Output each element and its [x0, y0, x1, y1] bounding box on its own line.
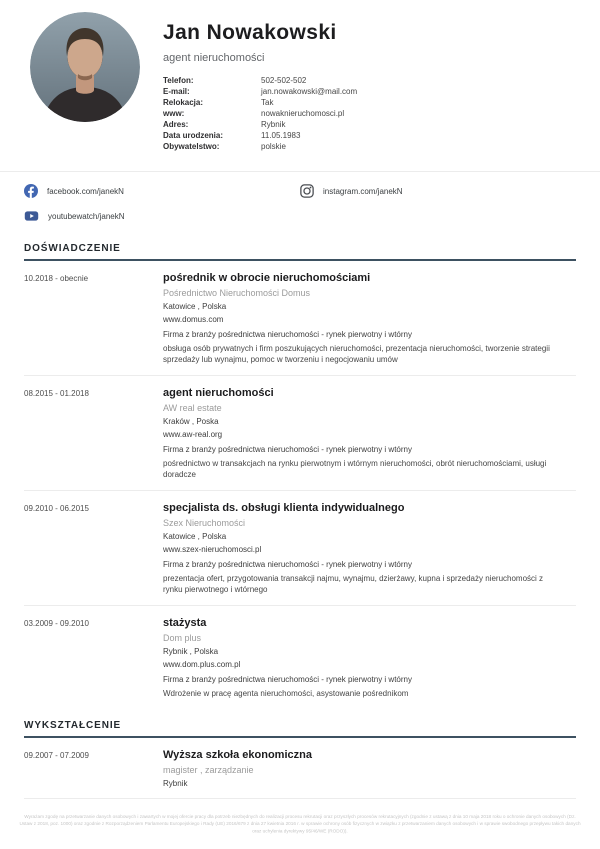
entry-title: pośrednik w obrocie nieruchomościami	[163, 272, 371, 284]
entry-company: Pośrednictwo Nieruchomości Domus	[163, 288, 311, 298]
experience-entry	[24, 376, 576, 491]
education-entry	[24, 738, 576, 799]
entry-body	[163, 617, 576, 700]
contact-label: Data urodzenia:	[163, 131, 224, 140]
entry-company: Dom plus	[163, 633, 202, 643]
entry-location: Katowice , Polska	[163, 532, 227, 541]
contact-label: E-mail:	[163, 87, 190, 96]
entry-description: pośrednictwo w transakcjach na rynku pierwotnym i wtórnym nieruchomości, obrót nieruchomościami, usługi doradcze	[163, 459, 547, 479]
profile-photo	[30, 12, 140, 122]
portrait-image	[30, 12, 140, 122]
rodo-consent-clause: Wyrażam zgodę na przetwarzanie danych osobowych i zawartych w mojej ofercie pracy dla potrzeb niezbędnych do realizacji procesu rekrutacji oraz przyszłych procesów rekrutacyjnych (zgodnie z ustawą z dnia 10 maja 2018 roku o ochronie danych osobowych (Dz. Ustaw z 2018, poz. 1000) oraz zgodnie z Rozporządzeniem Parlamentu Europejskiego i Rady (UE) 2016/679 z dnia 27 kwietnia 2016 r. w sprawie ochrony osób fizycznych w związku z przetwarzaniem danych osobowych i w sprawie swobodnego przepływu takich danych oraz uchylenia dyrektywy 95/46/WE (RODO)).	[19, 813, 581, 834]
entry-dates: 08.2015 - 01.2018	[24, 389, 89, 398]
youtube-icon	[24, 209, 39, 223]
contact-row	[163, 141, 357, 152]
experience-entry	[24, 491, 576, 606]
entry-degree: magister , zarządzanie	[163, 764, 254, 775]
youtube-link[interactable]	[24, 209, 300, 223]
entry-location: Rybnik	[163, 778, 188, 788]
contact-label: www:	[163, 109, 185, 118]
entry-body	[163, 387, 576, 480]
entry-location: Kraków , Poska	[163, 417, 219, 426]
entry-body	[163, 272, 576, 365]
instagram-link-label: instagram.com/janekN	[323, 186, 403, 196]
page-title: Jan Nowakowski	[163, 21, 337, 44]
contact-label: Telefon:	[163, 76, 194, 85]
contact-value: nowaknieruchomosci.pl	[261, 109, 345, 118]
entry-website[interactable]: www.domus.com	[163, 315, 224, 324]
header-text-block	[163, 12, 357, 152]
experience-entry	[24, 606, 576, 710]
entry-body	[163, 749, 576, 788]
section-heading-education: WYKSZTAŁCENIE	[24, 719, 122, 731]
entry-dates: 03.2009 - 09.2010	[24, 619, 89, 628]
entry-title: agent nieruchomości	[163, 387, 274, 399]
contact-label: Obywatelstwo:	[163, 142, 220, 151]
contact-value: Rybnik	[261, 120, 286, 129]
entry-body	[163, 502, 576, 595]
entry-dates: 09.2010 - 06.2015	[24, 504, 89, 513]
facebook-link[interactable]	[24, 184, 300, 198]
entry-company: AW real estate	[163, 403, 222, 413]
contact-value: 502-502-502	[261, 76, 307, 85]
section-education	[24, 720, 576, 799]
contact-row	[163, 86, 357, 97]
social-links	[0, 172, 600, 233]
entry-firm-description: Firma z branży pośrednictwa nieruchomości - rynek pierwotny i wtórny	[163, 675, 412, 684]
contact-row	[163, 119, 357, 130]
section-heading-experience: DOŚWIADCZENIE	[24, 243, 121, 254]
contact-value: Tak	[261, 98, 274, 107]
contact-row	[163, 75, 357, 86]
contact-row	[163, 108, 357, 119]
contact-row	[163, 97, 357, 108]
entry-description: Wdrożenie w pracę agenta nieruchomości, asystowanie pośrednikom	[163, 689, 409, 698]
contact-info	[163, 75, 357, 152]
entry-description: obsługa osób prywatnych i firm poszukujących nieruchomości, prezentacja nieruchomości, tworzenie strategii sprzedaży lub wynajmu, pomoc w tworzeniu i negocjowaniu umów	[163, 344, 550, 364]
contact-label: Adres:	[163, 120, 189, 129]
entry-description: prezentacja ofert, przygotowania transakcji najmu, wynajmu, dzierżawy, kupna i sprzedaży nieruchomości z rynku pierwotnego i wtórnego	[163, 574, 544, 594]
entry-firm-description: Firma z branży pośrednictwa nieruchomości - rynek pierwotny i wtórny	[163, 560, 412, 569]
entry-firm-description: Firma z branży pośrednictwa nieruchomości - rynek pierwotny i wtórny	[163, 445, 412, 454]
contact-value: polskie	[261, 142, 286, 151]
entry-title: stażysta	[163, 617, 207, 629]
entry-dates: 09.2007 - 07.2009	[24, 750, 89, 760]
header	[0, 0, 600, 152]
entry-website[interactable]: www.aw-real.org	[163, 430, 223, 439]
entry-company: Szex Nieruchomości	[163, 518, 246, 528]
entry-dates: 10.2018 - obecnie	[24, 274, 89, 283]
section-experience	[24, 243, 576, 710]
entry-website[interactable]: www.dom.plus.com.pl	[163, 660, 241, 669]
youtube-link-label: youtubewatch/janekN	[48, 211, 125, 221]
entry-website[interactable]: www.szex-nieruchomosci.pl	[163, 545, 262, 554]
facebook-link-label: facebook.com/janekN	[47, 186, 124, 196]
contact-label: Relokacja:	[163, 98, 204, 107]
facebook-icon	[24, 184, 38, 198]
instagram-icon	[300, 184, 314, 198]
entry-title: specjalista ds. obsługi klienta indywidualnego	[163, 502, 405, 514]
contact-value: 11.05.1983	[261, 131, 301, 140]
entry-location: Rybnik , Polska	[163, 647, 219, 656]
job-title: agent nieruchomości	[163, 52, 265, 64]
contact-row	[163, 130, 357, 141]
entry-title: Wyższa szkoła ekonomiczna	[163, 748, 312, 761]
entry-location: Katowice , Polska	[163, 302, 227, 311]
contact-value: jan.nowakowski@mail.com	[261, 87, 358, 96]
experience-entry	[24, 261, 576, 376]
instagram-link[interactable]	[300, 184, 576, 198]
entry-firm-description: Firma z branży pośrednictwa nieruchomości - rynek pierwotny i wtórny	[163, 330, 412, 339]
